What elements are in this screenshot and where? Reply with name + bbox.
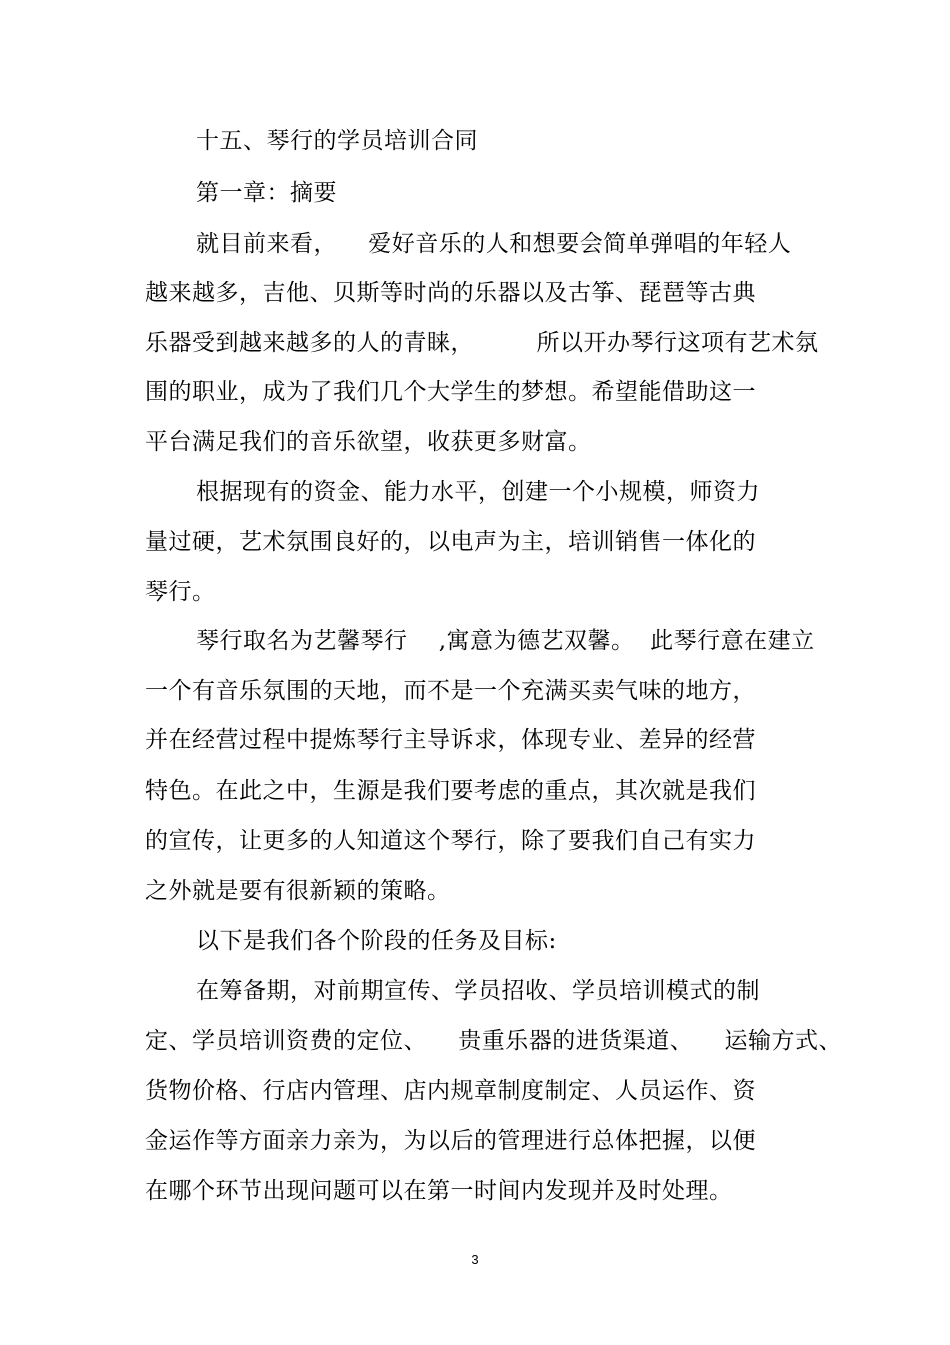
text-line: 定、学员培训资费的定位、 贵重乐器的进货渠道、 运输方式、 [145,1028,842,1054]
text-line: 一个有音乐氛围的天地，而不是一个充满买卖气味的地方， [145,678,756,704]
text-line: 量过硬，艺术氛围良好的，以电声为主，培训销售一体化的 [145,529,756,555]
text-line: 乐器受到越来越多的人的青睐， 所以开办琴行这项有艺术氛 [145,330,819,356]
text-line: 的宣传，让更多的人知道这个琴行，除了要我们自己有实力 [145,828,756,854]
text-line: 就目前来看， 爱好音乐的人和想要会简单弹唱的年轻人 [196,231,792,257]
text-line: 在筹备期，对前期宣传、学员招收、学员培训模式的制 [196,978,760,1004]
text-line: 金运作等方面亲力亲为，为以后的管理进行总体把握，以便 [145,1128,756,1154]
text-line: 之外就是要有很新颖的策略。 [145,878,451,904]
text-line: 琴行。 [145,579,216,605]
text-line: 以下是我们各个阶段的任务及目标: [196,928,557,954]
text-line: 货物价格、行店内管理、店内规章制度制定、人员运作、资 [145,1078,756,1104]
text-line: 并在经营过程中提炼琴行主导诉求，体现专业、差异的经营 [145,727,756,753]
text-line: 根据现有的资金、能力水平，创建一个小规模，师资力 [196,479,760,505]
page-number: 3 [471,1252,479,1267]
text-line: 琴行取名为艺馨琴行 ,寓意为德艺双馨。 此琴行意在建立 [196,628,815,654]
document-title: 十五、琴行的学员培训合同 [196,128,478,154]
text-line: 平台满足我们的音乐欲望，收获更多财富。 [145,429,592,455]
chapter-heading: 第一章：摘要 [196,180,337,206]
text-line: 围的职业，成为了我们几个大学生的梦想。希望能借助这一 [145,379,756,405]
text-line: 在哪个环节出现问题可以在第一时间内发现并及时处理。 [145,1178,733,1204]
text-line: 特色。在此之中，生源是我们要考虑的重点，其次就是我们 [145,778,756,804]
text-line: 越来越多，吉他、贝斯等时尚的乐器以及古筝、琵琶等古典 [145,280,756,306]
